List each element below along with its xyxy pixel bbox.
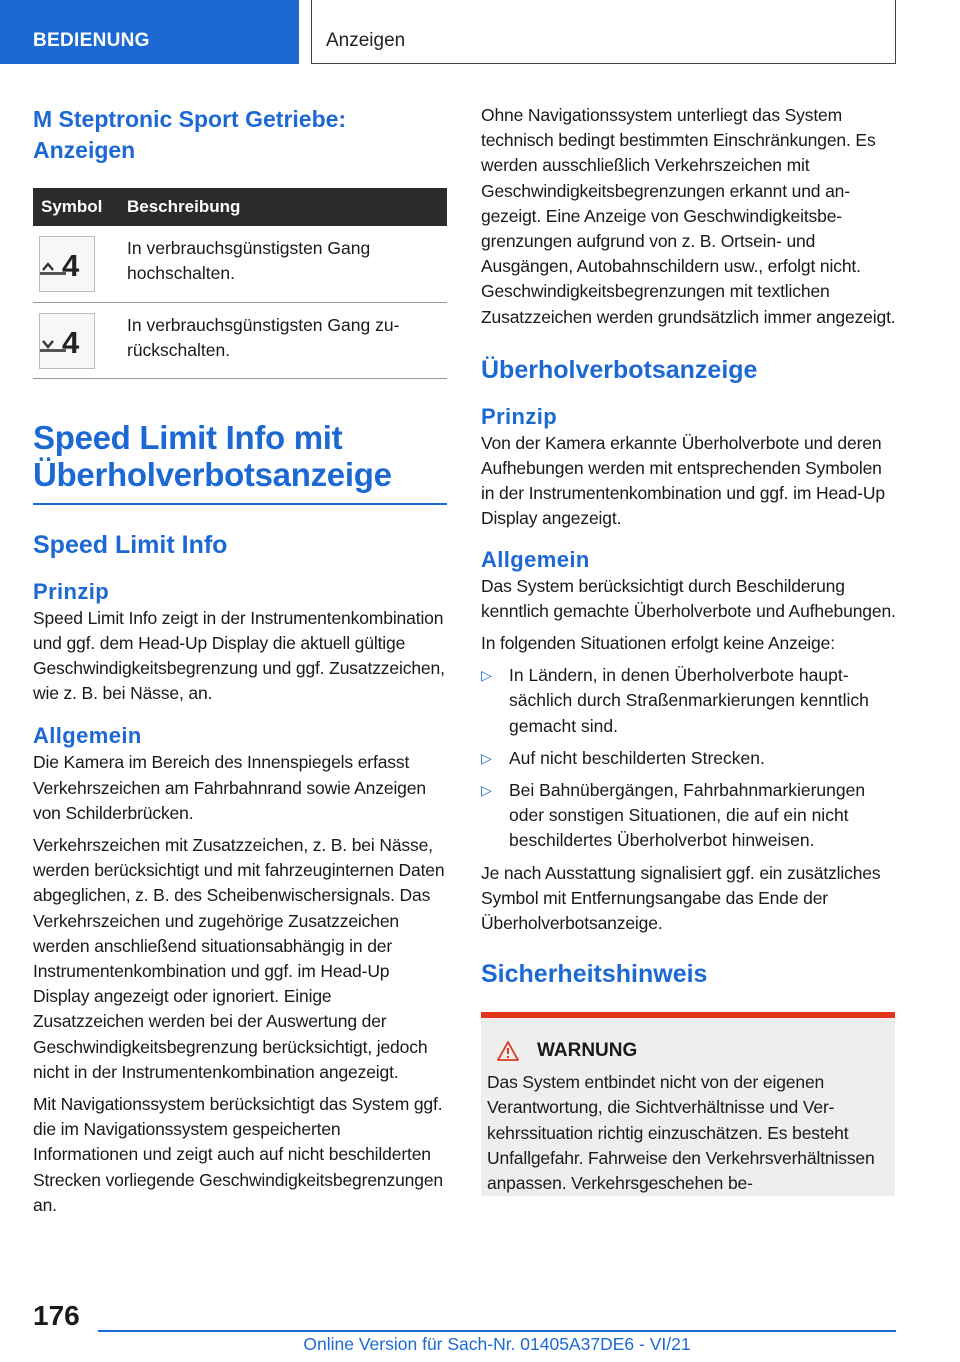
warning-text: Das System entbindet nicht von der eigenen Verantwortung, die Sichtverhältnisse und Verkehrssituation richtig einzuschätzen. Es besteht Unfallgefahr. Fahrweise den Verkehrsverhältnissen anpassen. Verkehrsgeschehen be- <box>487 1072 875 1194</box>
ueberholverbot-heading: Überholverbotsanzeige <box>481 355 758 384</box>
allgemein-paragraph-3: Mit Navigationssystem berücksichtigt das System ggf. die im Navigationssystem gespeicherten Informationen und zeigt auch auf nicht beschilderten Strecken vorliegende Geschwindigkeitsbegrenzungen an. <box>33 1093 443 1215</box>
list-item: ▷ Auf nicht beschilderten Strecken. <box>481 746 897 771</box>
warning-label: WARNUNG <box>537 1040 638 1062</box>
table-cell-description: In verbrauchsgünstigsten Gang hochschalten. <box>123 226 447 302</box>
allgemein-paragraph-1: Das System berücksichtigt durch Beschilderung kenntlich gemachte Überholverbote und Aufhebungen. <box>481 575 896 621</box>
chapter-label: Anzeigen <box>326 30 406 51</box>
gear-number: 4 <box>62 249 80 279</box>
triangle-bullet-icon: ▷ <box>481 782 492 799</box>
warning-box <box>481 1012 895 1196</box>
table-cell-symbol <box>33 302 123 378</box>
allgemein-paragraph-1: Die Kamera im Bereich des Innenspiegels erfasst Verkehrszeichen am Fahrbahnrand sowie Anzeigen von Schilderbrücken. <box>33 752 426 823</box>
table-header-row <box>33 188 447 226</box>
chapter-tab <box>311 0 896 64</box>
warning-title <box>497 1038 887 1064</box>
triangle-bullet-icon: ▷ <box>481 749 492 766</box>
table-row <box>33 302 447 378</box>
right-column <box>481 100 897 1196</box>
allgemein-heading: Allgemein <box>481 546 590 572</box>
allgemein-heading: Allgemein <box>33 723 142 749</box>
exception-list <box>481 663 897 853</box>
prinzip-heading: Prinzip <box>481 403 558 429</box>
gear-display-heading: M Steptronic Sport Getriebe: Anzeigen <box>33 106 347 163</box>
main-section-title: Speed Limit Info mit Überholverbotsanzeige <box>33 418 392 493</box>
gear-downshift-icon <box>39 313 95 369</box>
left-column <box>33 100 447 1218</box>
intro-paragraph: Ohne Navigationssystem unterliegt das System technisch bedingt bestimmten Einschränkungen. Es werden ausschließlich Verkehrszeichen mit Geschwindigkeitsbegrenzungen erkannt und angezeigt. Eine Anzeige von Geschwindigkeitsbegrenzungen aufgrund von z. B. Ortsein- und Ausgängen, Autobahnschildern usw., erfolgt nicht. Geschwindigkeitsbegrenzungen mit textlichen Zusatzzeichen werden grundsätzlich immer angezeigt. <box>481 105 896 327</box>
gear-number: 4 <box>62 325 80 356</box>
warning-triangle-icon <box>497 1041 519 1061</box>
prinzip-paragraph: Von der Kamera erkannte Überholverbote und deren Aufhebungen werden mit entsprechenden Symbolen in der Instrumentenkombination und ggf. im Head-Up Display angezeigt. <box>481 432 885 529</box>
allgemein-paragraph-2: In folgenden Situationen erfolgt keine Anzeige: <box>481 633 835 654</box>
title-divider <box>33 503 447 505</box>
section-tab <box>0 0 299 64</box>
triangle-bullet-icon: ▷ <box>481 667 492 684</box>
list-item: ▷ Bei Bahnübergängen, Fahrbahnmarkierungen oder sonstigen Situationen, die auf ein nicht beschildertes Überholverbot hinweisen. <box>481 780 866 851</box>
table-cell-symbol <box>33 226 123 302</box>
page-number: 176 <box>33 1300 80 1331</box>
sicherheitshinweis-heading: Sicherheitshinweis <box>481 960 708 989</box>
prinzip-heading: Prinzip <box>33 578 110 604</box>
allgemein-paragraph-2: Verkehrszeichen mit Zusatzzeichen, z. B. bei Nässe, werden berücksichtigt und mit fahrzeuginternen Daten abgeglichen, z. B. des Scheibenwischersignals. Das Verkehrszeichen und zugehörige Zusatzzeichen werden anschließend situationsabhängig in der Instrumentenkombination und ggf. im Head-Up Display angezeigt oder ignoriert. Einige Zusatzzeichen werden bei der Auswertung der Geschwindigkeitsbegrenzung berücksichtigt, jedoch nicht in der Instrumentenkombination angezeigt. <box>33 834 445 1082</box>
gear-upshift-icon <box>39 236 95 292</box>
prinzip-paragraph: Speed Limit Info zeigt in der Instrumentenkombination und ggf. dem Head-Up Display die aktuell gültige Geschwindigkeitsbegrenzung und ggf. Zusatzzeichen, wie z. B. bei Nässe, an. <box>33 607 445 704</box>
table-row <box>33 226 447 302</box>
table-header-description: Beschreibung <box>123 188 447 226</box>
footer-divider <box>98 1330 896 1332</box>
footer-version: Online Version für Sach-Nr. 01405A37DE6 - VI/21 <box>303 1334 691 1354</box>
list-item: ▷ In Ländern, in denen Überholverbote hauptsächlich durch Straßenmarkierungen kenntlich gemacht sind. <box>481 665 869 736</box>
table-header-symbol: Symbol <box>33 188 123 226</box>
gear-symbol-table <box>33 188 447 379</box>
speed-limit-info-heading: Speed Limit Info <box>33 530 228 559</box>
table-cell-description: In verbrauchsgünstigsten Gang zurückschalten. <box>123 302 447 378</box>
section-label: BEDIENUNG <box>33 30 150 51</box>
allgemein-paragraph-3: Je nach Ausstattung signalisiert ggf. ein zusätzliches Symbol mit Entfernungsangabe das Ende der Überholverbotsanzeige. <box>481 862 881 934</box>
